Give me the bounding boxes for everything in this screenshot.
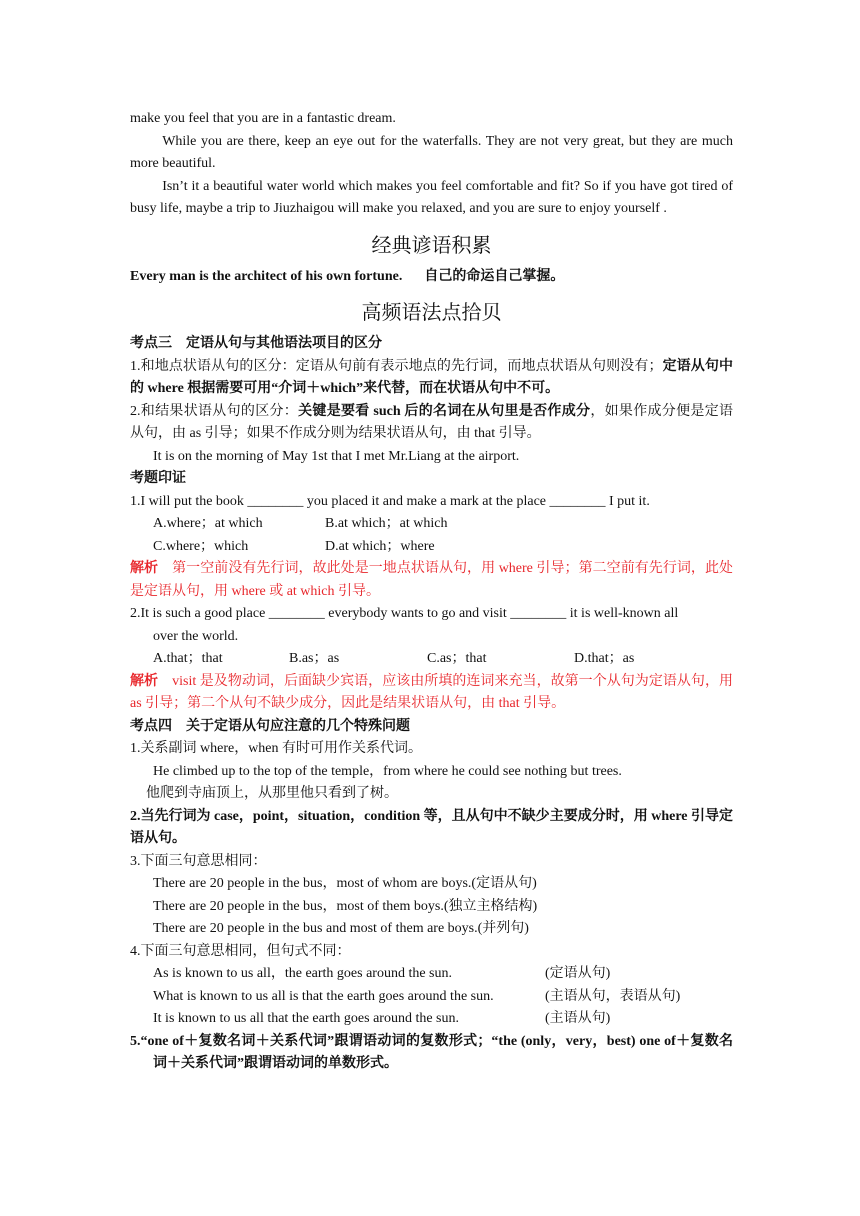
kd3-item-2 <box>130 401 733 446</box>
kd3-item-1-text: 1.和地点状语从句的区分：定语从句前有表示地点的先行词，而地点状语从句则没有； <box>130 358 663 374</box>
q2-option-b: B.as；as <box>289 651 340 666</box>
kd4-item-4-row-3 <box>130 1008 733 1031</box>
kd4-item-4-sentence: What is known to us all is that the earth goes around the sun. <box>153 988 494 1004</box>
q1-option-c: C.where；which <box>153 538 249 554</box>
kd3-item-2-text-a: 2.和结果状语从句的区分： <box>130 403 299 419</box>
q1-analysis <box>130 558 733 603</box>
q1-analysis-label: 解析 <box>130 561 159 576</box>
kd4-item-4-sentence: It is known to us all that the earth goes around the sun. <box>153 1011 459 1026</box>
kd4-item-2: 2.当先行词为 case，point，situation，condition 等，且从句中不缺少主要成分时，用 where 引导定语从句。 <box>130 808 733 846</box>
kd4-item-4-note: (定语从句) <box>545 966 611 981</box>
q2-option-a: A.that；that <box>153 651 223 666</box>
kd4-item-4-note: (主语从句) <box>545 1011 611 1026</box>
proverb-english: Every man is the architect of his own fortune. <box>130 268 403 284</box>
kd4-item-4-row-1 <box>130 963 733 986</box>
kd4-item-3-sentence-2: There are 20 people in the bus，most of them boys.(独立主格结构) <box>153 898 538 914</box>
kd3-item-2-bold: 关键是要看 such 后的名词在从句里是否作成分 <box>298 403 591 419</box>
kd4-item-1: 1.关系副词 where，when 有时可用作关系代词。 <box>130 741 423 756</box>
kd4-item-4-note: (主语从句，表语从句) <box>545 988 681 1004</box>
q1-option-d: D.at which；where <box>325 538 435 554</box>
kd4-item-4: 4.下面三句意思相同，但句式不同： <box>130 943 351 959</box>
q2-stem-line-2: over the world. <box>153 628 239 644</box>
q2-option-d: D.that；as <box>574 651 635 666</box>
proverb-section-title: 经典谚语积累 <box>371 232 492 257</box>
q2-option-c: C.as；that <box>427 651 487 666</box>
kd3-example: It is on the morning of May 1st that I met Mr.Liang at the airport. <box>153 448 520 464</box>
kd3-item-2-text-b: ，如果作成分便是定语从句，由 as 引导；如果不作成分则为结果状语从句，由 that 引导。 <box>130 403 734 441</box>
passage-paragraph-2: While you are there, keep an eye out for the waterfalls. They are not very great, but they are much more beautiful. <box>130 133 733 171</box>
document-page <box>130 108 733 1076</box>
kd3-heading: 考点三 定语从句与其他语法项目的区分 <box>130 336 382 351</box>
proverb-chinese: 自己的命运自己掌握。 <box>424 268 565 284</box>
kd3-item-1-bold: 定语从句中的 where 根据需要可用“介词＋which”来代替，而在状语从句中不可。 <box>130 358 734 396</box>
kd3-item-1 <box>130 356 733 401</box>
q1-option-b: B.at which；at which <box>325 516 448 531</box>
q2-analysis-text: visit 是及物动词，后面缺少宾语，应该由所填的连词来充当，故第一个从句为定语从句，用 as 引导；第二个从句不缺少成分，因此是结果状语从句，由 that 引导。 <box>130 673 734 711</box>
kd4-item-1-chinese: 他爬到寺庙顶上，从那里他只看到了树。 <box>146 786 398 801</box>
kd4-item-1-english: He climbed up to the top of the temple，from where he could see nothing but trees. <box>153 763 622 779</box>
exam-heading: 考题印证 <box>130 471 186 486</box>
passage-paragraph-3: Isn’t it a beautiful water world which makes you feel comfortable and fit? So if you have got tired of busy life, maybe a trip to Jiuzhaigou will make you relaxed, and you are sure to enjoy yourself . <box>130 178 733 216</box>
q2-options-row <box>130 648 733 671</box>
grammar-section-title: 高频语法点拾贝 <box>361 300 502 324</box>
kd4-item-4-row-2 <box>130 986 733 1009</box>
kd4-item-3-sentence-3: There are 20 people in the bus and most of them are boys.(并列句) <box>153 921 529 936</box>
kd4-heading: 考点四 关于定语从句应注意的几个特殊问题 <box>130 718 410 734</box>
kd4-item-4-sentence: As is known to us all，the earth goes around the sun. <box>153 966 453 981</box>
q1-options-row-2 <box>130 536 733 559</box>
kd4-item-3: 3.下面三句意思相同： <box>130 853 267 869</box>
q1-options-row-1 <box>130 513 733 536</box>
proverb-line <box>130 266 733 289</box>
q1-option-a: A.where；at which <box>153 516 263 531</box>
passage-paragraph-1-tail: make you feel that you are in a fantastic dream. <box>130 111 396 126</box>
q2-analysis-label: 解析 <box>130 673 159 689</box>
q2-analysis <box>130 671 733 716</box>
q1-stem: 1.I will put the book ________ you placed it and make a mark at the place ________ I put it. <box>130 493 650 509</box>
q1-analysis-text: 第一空前没有先行词，故此处是一地点状语从句，用 where 引导；第二空前有先行词，此处是定语从句，用 where 或 at which 引导。 <box>130 561 734 599</box>
kd4-item-5: 5.“one of＋复数名词＋关系代词”跟谓语动词的复数形式；“the (only，very，best) one of＋复数名词＋关系代词”跟谓语动词的单数形式。 <box>130 1033 733 1071</box>
q2-stem-line-1: 2.It is such a good place ________ everybody wants to go and visit ________ it is well-known all <box>130 606 679 621</box>
kd4-item-3-sentence-1: There are 20 people in the bus，most of whom are boys.(定语从句) <box>153 876 537 891</box>
